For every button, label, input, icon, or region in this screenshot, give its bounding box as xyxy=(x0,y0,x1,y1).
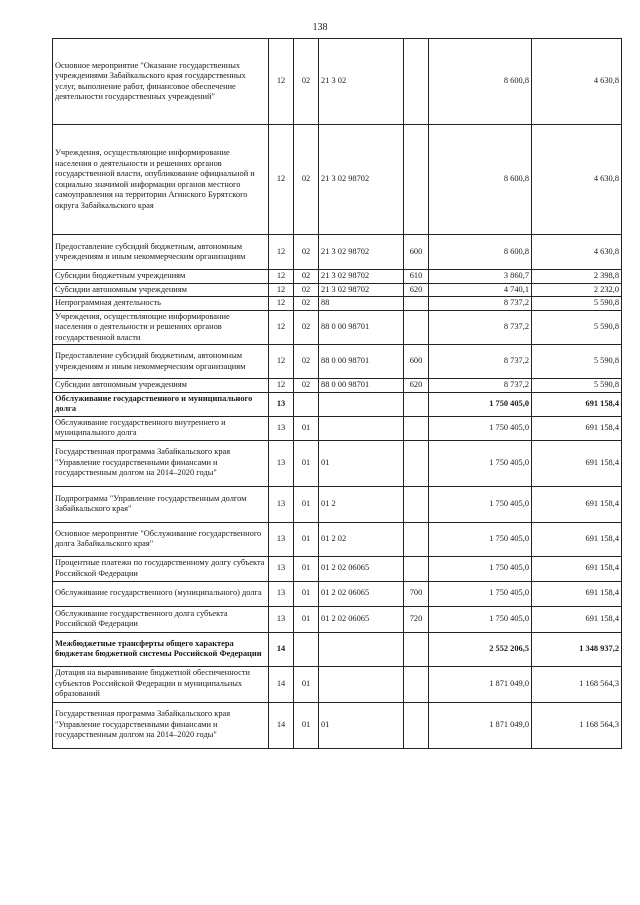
cell-name: Государственная программа Забайкальского края "Управление государственными финансами и государственным долгом на 2014–2020 годы" xyxy=(53,702,269,748)
cell-pr xyxy=(294,632,319,666)
cell-pr: 01 xyxy=(294,440,319,486)
cell-name: Процентные платежи по государственному долгу субъекта Российской Федерации xyxy=(53,556,269,581)
cell-csr: 01 2 02 06065 xyxy=(319,581,404,606)
cell-s1: 1 750 405,0 xyxy=(429,606,532,632)
table-row xyxy=(53,270,622,284)
cell-s1: 1 750 405,0 xyxy=(429,440,532,486)
cell-s1: 8 737,2 xyxy=(429,297,532,311)
cell-rz: 14 xyxy=(269,702,294,748)
cell-name: Непрограммная деятельность xyxy=(53,297,269,311)
table-row xyxy=(53,125,622,235)
cell-rz: 13 xyxy=(269,440,294,486)
cell-pr xyxy=(294,392,319,416)
table-row xyxy=(53,556,622,581)
cell-s2: 4 630,8 xyxy=(532,125,622,235)
cell-rz: 12 xyxy=(269,310,294,345)
cell-csr: 01 2 xyxy=(319,486,404,522)
cell-s1: 1 750 405,0 xyxy=(429,486,532,522)
cell-vr: 620 xyxy=(404,283,429,297)
cell-rz: 12 xyxy=(269,379,294,393)
cell-pr: 02 xyxy=(294,235,319,270)
table-row xyxy=(53,283,622,297)
table-row xyxy=(53,416,622,440)
cell-vr xyxy=(404,125,429,235)
cell-vr xyxy=(404,297,429,311)
table-row xyxy=(53,702,622,748)
table-row xyxy=(53,297,622,311)
cell-name: Обслуживание государственного долга субъекта Российской Федерации xyxy=(53,606,269,632)
cell-s2: 5 590,8 xyxy=(532,345,622,379)
cell-rz: 12 xyxy=(269,345,294,379)
cell-rz: 13 xyxy=(269,581,294,606)
cell-pr: 02 xyxy=(294,379,319,393)
cell-pr: 02 xyxy=(294,39,319,125)
cell-name: Основное мероприятие "Обслуживание государственного долга Забайкальского края" xyxy=(53,522,269,556)
cell-vr: 720 xyxy=(404,606,429,632)
cell-name: Субсидии автономным учреждениям xyxy=(53,379,269,393)
table-row xyxy=(53,392,622,416)
cell-rz: 12 xyxy=(269,283,294,297)
table-row xyxy=(53,606,622,632)
table-row xyxy=(53,522,622,556)
cell-s2: 1 348 937,2 xyxy=(532,632,622,666)
cell-csr: 01 xyxy=(319,702,404,748)
cell-rz: 12 xyxy=(269,39,294,125)
cell-vr: 600 xyxy=(404,345,429,379)
cell-s1: 8 600,8 xyxy=(429,125,532,235)
table-row xyxy=(53,666,622,702)
table-row xyxy=(53,581,622,606)
cell-rz: 13 xyxy=(269,556,294,581)
cell-csr: 88 0 00 98701 xyxy=(319,379,404,393)
cell-rz: 12 xyxy=(269,270,294,284)
cell-s2: 691 158,4 xyxy=(532,486,622,522)
cell-pr: 01 xyxy=(294,556,319,581)
cell-pr: 01 xyxy=(294,581,319,606)
cell-name: Предоставление субсидий бюджетным, автономным учреждениям и иным некоммерческим организациям xyxy=(53,345,269,379)
cell-csr xyxy=(319,666,404,702)
cell-pr: 02 xyxy=(294,310,319,345)
cell-s1: 1 871 049,0 xyxy=(429,702,532,748)
cell-csr: 88 0 00 98701 xyxy=(319,310,404,345)
cell-vr: 620 xyxy=(404,379,429,393)
cell-vr xyxy=(404,392,429,416)
cell-s2: 691 158,4 xyxy=(532,522,622,556)
cell-vr: 610 xyxy=(404,270,429,284)
cell-s2: 691 158,4 xyxy=(532,440,622,486)
cell-vr xyxy=(404,416,429,440)
cell-pr: 01 xyxy=(294,522,319,556)
table-row xyxy=(53,632,622,666)
cell-vr xyxy=(404,440,429,486)
cell-rz: 12 xyxy=(269,297,294,311)
cell-csr: 21 3 02 98702 xyxy=(319,235,404,270)
cell-s1: 8 737,2 xyxy=(429,379,532,393)
cell-csr: 21 3 02 98702 xyxy=(319,270,404,284)
cell-name: Учреждения, осуществляющие информирование населения о деятельности и решениях органов государственной власти, опубликование официальной и социально значимой информации органов местного самоуправления на территории Агинского Бурятского округа Забайкальского края xyxy=(53,125,269,235)
cell-vr xyxy=(404,486,429,522)
cell-pr: 01 xyxy=(294,666,319,702)
cell-s2: 691 158,4 xyxy=(532,556,622,581)
cell-pr: 02 xyxy=(294,125,319,235)
cell-vr xyxy=(404,556,429,581)
table-row xyxy=(53,379,622,393)
cell-rz: 13 xyxy=(269,392,294,416)
cell-s2: 691 158,4 xyxy=(532,392,622,416)
cell-rz: 14 xyxy=(269,666,294,702)
cell-pr: 02 xyxy=(294,283,319,297)
cell-name: Обслуживание государственного и муниципального долга xyxy=(53,392,269,416)
cell-name: Межбюджетные трансферты общего характера бюджетам бюджетной системы Российской Федерации xyxy=(53,632,269,666)
cell-s2: 691 158,4 xyxy=(532,416,622,440)
cell-pr: 02 xyxy=(294,270,319,284)
cell-s2: 2 232,0 xyxy=(532,283,622,297)
cell-s2: 5 590,8 xyxy=(532,297,622,311)
cell-name: Учреждения, осуществляющие информирование населения о деятельности и решениях органов государственной власти xyxy=(53,310,269,345)
budget-table xyxy=(52,38,622,749)
cell-name: Обслуживание государственного (муниципального) долга xyxy=(53,581,269,606)
table-row xyxy=(53,39,622,125)
cell-vr: 700 xyxy=(404,581,429,606)
cell-pr: 01 xyxy=(294,702,319,748)
cell-csr xyxy=(319,632,404,666)
cell-pr: 01 xyxy=(294,416,319,440)
cell-vr xyxy=(404,39,429,125)
cell-name: Основное мероприятие "Оказание государственных учреждениями Забайкальского края государственных услуг, выполнение работ, финансовое обеспечение деятельности государственных учреждений" xyxy=(53,39,269,125)
cell-s1: 8 737,2 xyxy=(429,345,532,379)
table-row xyxy=(53,440,622,486)
cell-rz: 14 xyxy=(269,632,294,666)
cell-s1: 8 600,8 xyxy=(429,235,532,270)
cell-pr: 01 xyxy=(294,486,319,522)
cell-s1: 1 750 405,0 xyxy=(429,416,532,440)
cell-name: Дотация на выравнивание бюджетной обеспеченности субъектов Российской Федерации и муниципальных образований xyxy=(53,666,269,702)
cell-csr xyxy=(319,392,404,416)
cell-s2: 5 590,8 xyxy=(532,379,622,393)
cell-s1: 1 750 405,0 xyxy=(429,392,532,416)
cell-s1: 1 750 405,0 xyxy=(429,556,532,581)
cell-rz: 13 xyxy=(269,486,294,522)
cell-rz: 13 xyxy=(269,416,294,440)
cell-s2: 5 590,8 xyxy=(532,310,622,345)
cell-rz: 12 xyxy=(269,235,294,270)
cell-vr xyxy=(404,702,429,748)
cell-pr: 02 xyxy=(294,297,319,311)
cell-s1: 4 740,1 xyxy=(429,283,532,297)
cell-rz: 12 xyxy=(269,125,294,235)
table-row xyxy=(53,345,622,379)
cell-s1: 8 600,8 xyxy=(429,39,532,125)
cell-rz: 13 xyxy=(269,606,294,632)
cell-s2: 4 630,8 xyxy=(532,235,622,270)
cell-s2: 691 158,4 xyxy=(532,581,622,606)
cell-csr: 01 xyxy=(319,440,404,486)
cell-csr: 01 2 02 xyxy=(319,522,404,556)
cell-s1: 1 750 405,0 xyxy=(429,581,532,606)
cell-name: Обслуживание государственного внутреннего и муниципального долга xyxy=(53,416,269,440)
cell-name: Предоставление субсидий бюджетным, автономным учреждениям и иным некоммерческим организациям xyxy=(53,235,269,270)
cell-csr: 21 3 02 xyxy=(319,39,404,125)
cell-name: Субсидии автономным учреждениям xyxy=(53,283,269,297)
cell-s2: 2 398,8 xyxy=(532,270,622,284)
cell-name: Государственная программа Забайкальского края "Управление государственными финансами и государственным долгом на 2014–2020 годы" xyxy=(53,440,269,486)
table-row xyxy=(53,235,622,270)
cell-csr xyxy=(319,416,404,440)
cell-name: Субсидии бюджетным учреждениям xyxy=(53,270,269,284)
cell-s2: 691 158,4 xyxy=(532,606,622,632)
cell-csr: 21 3 02 98702 xyxy=(319,283,404,297)
cell-name: Подпрограмма "Управление государственным долгом Забайкальского края" xyxy=(53,486,269,522)
cell-s1: 1 871 049,0 xyxy=(429,666,532,702)
cell-pr: 01 xyxy=(294,606,319,632)
cell-vr xyxy=(404,522,429,556)
cell-s2: 1 168 564,3 xyxy=(532,666,622,702)
cell-csr: 21 3 02 98702 xyxy=(319,125,404,235)
cell-pr: 02 xyxy=(294,345,319,379)
cell-csr: 88 xyxy=(319,297,404,311)
cell-vr xyxy=(404,310,429,345)
table-row xyxy=(53,486,622,522)
cell-s2: 4 630,8 xyxy=(532,39,622,125)
cell-s2: 1 168 564,3 xyxy=(532,702,622,748)
page-number: 138 xyxy=(312,22,328,33)
cell-rz: 13 xyxy=(269,522,294,556)
cell-vr xyxy=(404,632,429,666)
table-row xyxy=(53,310,622,345)
cell-s1: 2 552 206,5 xyxy=(429,632,532,666)
cell-csr: 01 2 02 06065 xyxy=(319,606,404,632)
cell-csr: 01 2 02 06065 xyxy=(319,556,404,581)
cell-csr: 88 0 00 98701 xyxy=(319,345,404,379)
cell-vr xyxy=(404,666,429,702)
cell-s1: 8 737,2 xyxy=(429,310,532,345)
cell-vr: 600 xyxy=(404,235,429,270)
cell-s1: 3 860,7 xyxy=(429,270,532,284)
cell-s1: 1 750 405,0 xyxy=(429,522,532,556)
